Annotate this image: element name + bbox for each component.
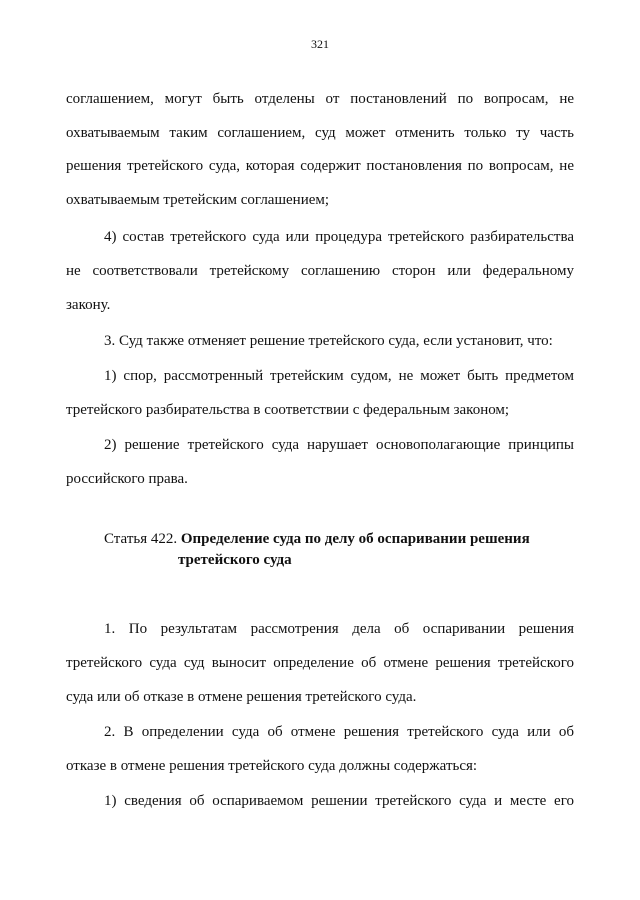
article-title: Определение суда по делу об оспаривании решения: [180, 531, 530, 547]
text-line: решения третейского суда, которая содержит постановления по вопросам, не: [66, 158, 574, 174]
text-line: охватываемым таким соглашением, суд может отменить только ту часть: [66, 125, 574, 141]
text-line: российского права.: [66, 471, 188, 487]
text-line: 2. В определении суда об отмене решения третейского суда или об: [104, 724, 574, 740]
article-number: Статья 422.: [104, 531, 178, 547]
text-line: 1. По результатам рассмотрения дела об оспаривании решения: [104, 621, 574, 637]
text-line: охватываемым третейским соглашением;: [66, 192, 330, 208]
text-line: закону.: [66, 297, 111, 313]
text-line: 1) сведения об оспариваемом решении третейского суда и месте его: [104, 793, 574, 809]
text-line: отказе в отмене решения третейского суда должны содержаться:: [66, 758, 478, 774]
text-line: 4) состав третейского суда или процедура третейского разбирательства: [104, 229, 574, 245]
text-line: 1) спор, рассмотренный третейским судом, не может быть предметом: [104, 368, 574, 384]
text-line: третейского разбирательства в соответствии с федеральным законом;: [66, 402, 510, 418]
text-line: третейского суда суд выносит определение об отмене решения третейского: [66, 655, 574, 671]
page-number: 321: [311, 37, 329, 51]
text-line: не соответствовали третейскому соглашению сторон или федеральному: [66, 263, 574, 279]
article-heading: [104, 530, 574, 548]
article-title-continuation: третейского суда: [178, 552, 292, 568]
text-line: 3. Суд также отменяет решение третейского суда, если установит, что:: [104, 333, 553, 349]
text-line: суда или об отказе в отмене решения третейского суда.: [66, 689, 417, 705]
text-line: соглашением, могут быть отделены от постановлений по вопросам, не: [66, 91, 574, 107]
text-line: 2) решение третейского суда нарушает основополагающие принципы: [104, 437, 574, 453]
